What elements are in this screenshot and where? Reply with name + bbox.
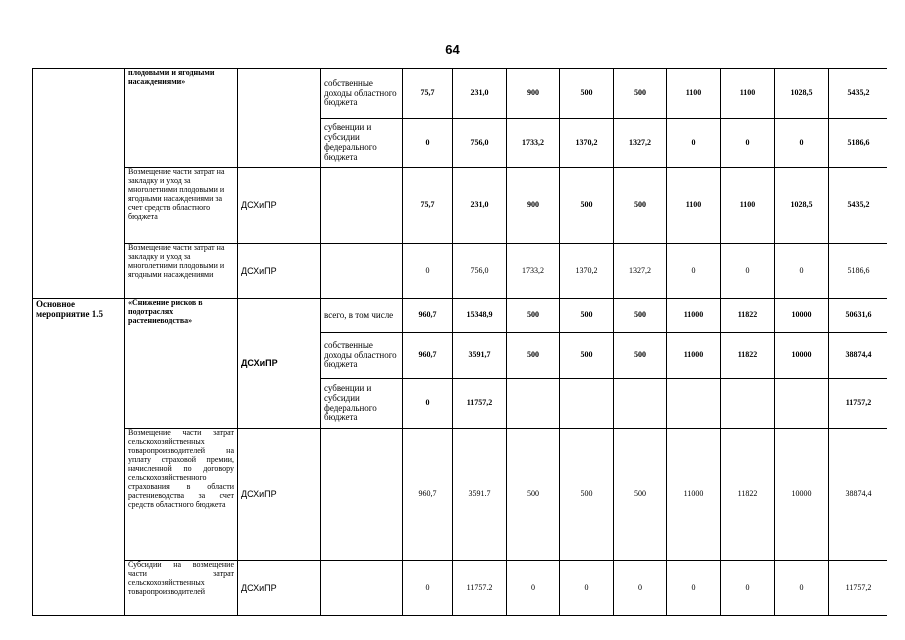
table-row: [33, 561, 888, 616]
value-cell: 231,0: [453, 69, 507, 119]
total-cell: 38874,4: [829, 429, 888, 561]
executor-cell: ДСХиПР: [238, 429, 321, 561]
table-row: [33, 429, 888, 561]
value-cell: 500: [614, 299, 667, 333]
total-cell: 5435,2: [829, 168, 888, 244]
value-cell: 960,7: [403, 429, 453, 561]
page-number: 64: [445, 42, 460, 57]
value-cell: 3591,7: [453, 333, 507, 379]
value-cell: 500: [614, 333, 667, 379]
value-cell: 900: [507, 69, 560, 119]
value-cell: 1327,2: [614, 119, 667, 168]
value-cell: 11000: [667, 299, 721, 333]
value-cell: 10000: [775, 299, 829, 333]
total-cell: 5435,2: [829, 69, 888, 119]
value-cell: 1327,2: [614, 244, 667, 299]
funding-source-cell: собственные доходы областного бюджета: [321, 69, 403, 119]
value-cell: 1733,2: [507, 119, 560, 168]
funding-source-cell: всего, в том числе: [321, 299, 403, 333]
value-cell: 11822: [721, 299, 775, 333]
value-cell: [560, 379, 614, 429]
total-cell: 5186,6: [829, 244, 888, 299]
value-cell: 500: [614, 429, 667, 561]
value-cell: 960,7: [403, 299, 453, 333]
value-cell: 0: [403, 379, 453, 429]
value-cell: 1370,2: [560, 119, 614, 168]
total-cell: 5186,6: [829, 119, 888, 168]
total-cell: 50631,6: [829, 299, 888, 333]
funding-source-cell: [321, 168, 403, 244]
activity-name-cell: Возмещение части затрат на закладку и уход за многолетними плодовыми и ягодными насаждениями за счет средств областного бюджета: [125, 168, 238, 244]
value-cell: 1100: [667, 69, 721, 119]
value-cell: 1370,2: [560, 244, 614, 299]
value-cell: [667, 379, 721, 429]
value-cell: 75,7: [403, 69, 453, 119]
value-cell: 500: [560, 333, 614, 379]
value-cell: 0: [403, 561, 453, 616]
value-cell: 0: [560, 561, 614, 616]
value-cell: 75,7: [403, 168, 453, 244]
value-cell: 0: [775, 561, 829, 616]
value-cell: 900: [507, 168, 560, 244]
value-cell: 756,0: [453, 119, 507, 168]
value-cell: 500: [560, 299, 614, 333]
value-cell: 0: [721, 119, 775, 168]
value-cell: 0: [667, 244, 721, 299]
value-cell: 0: [507, 561, 560, 616]
value-cell: 1028,5: [775, 69, 829, 119]
value-cell: [614, 379, 667, 429]
value-cell: 10000: [775, 429, 829, 561]
value-cell: 1028,5: [775, 168, 829, 244]
status-cell: [33, 69, 125, 299]
value-cell: 500: [507, 299, 560, 333]
value-cell: 1100: [721, 69, 775, 119]
value-cell: 11000: [667, 429, 721, 561]
value-cell: 0: [614, 561, 667, 616]
value-cell: 1100: [667, 168, 721, 244]
value-cell: 0: [721, 244, 775, 299]
value-cell: 11822: [721, 429, 775, 561]
value-cell: 500: [614, 69, 667, 119]
value-cell: 0: [667, 119, 721, 168]
budget-table: [32, 68, 887, 616]
activity-name-cell: Возмещение части затрат сельскохозяйственных товаропроизводителей на уплату страховой премии, начисленной по договору сельскохозяйственного страхования в области растениеводства за счет средств областного бюджета: [125, 429, 238, 561]
value-cell: 960,7: [403, 333, 453, 379]
table-row: [33, 168, 888, 244]
value-cell: 11822: [721, 333, 775, 379]
value-cell: 500: [560, 168, 614, 244]
activity-name-cell: «Снижение рисков в подотраслях растениеводства»: [125, 299, 238, 429]
funding-source-cell: собственные доходы областного бюджета: [321, 333, 403, 379]
value-cell: 1733,2: [507, 244, 560, 299]
value-cell: 11757.2: [453, 561, 507, 616]
funding-source-cell: субвенции и субсидии федерального бюджета: [321, 119, 403, 168]
value-cell: [721, 379, 775, 429]
status-cell: Основное мероприятие 1.5: [33, 299, 125, 616]
value-cell: 0: [721, 561, 775, 616]
value-cell: 11000: [667, 333, 721, 379]
value-cell: 231,0: [453, 168, 507, 244]
total-cell: 11757,2: [829, 561, 888, 616]
value-cell: 3591.7: [453, 429, 507, 561]
value-cell: 0: [775, 119, 829, 168]
table-row: [33, 244, 888, 299]
total-cell: 38874,4: [829, 333, 888, 379]
value-cell: 500: [560, 69, 614, 119]
value-cell: 500: [614, 168, 667, 244]
total-cell: 11757,2: [829, 379, 888, 429]
value-cell: 0: [403, 244, 453, 299]
funding-source-cell: [321, 429, 403, 561]
funding-source-cell: субвенции и субсидии федерального бюджета: [321, 379, 403, 429]
executor-cell: ДСХиПР: [238, 561, 321, 616]
value-cell: 0: [775, 244, 829, 299]
value-cell: 10000: [775, 333, 829, 379]
value-cell: 756,0: [453, 244, 507, 299]
executor-cell: ДСХиПР: [238, 299, 321, 429]
table-row: [33, 69, 888, 119]
value-cell: [775, 379, 829, 429]
executor-cell: [238, 69, 321, 168]
executor-cell: ДСХиПР: [238, 244, 321, 299]
executor-cell: ДСХиПР: [238, 168, 321, 244]
funding-source-cell: [321, 244, 403, 299]
activity-name-cell: плодовыми и ягодными насаждениями»: [125, 69, 238, 168]
value-cell: 1100: [721, 168, 775, 244]
value-cell: 0: [403, 119, 453, 168]
value-cell: 500: [507, 333, 560, 379]
value-cell: 0: [667, 561, 721, 616]
value-cell: 15348,9: [453, 299, 507, 333]
value-cell: 500: [507, 429, 560, 561]
value-cell: [507, 379, 560, 429]
funding-source-cell: [321, 561, 403, 616]
budget-table-container: [32, 68, 887, 620]
activity-name-cell: Возмещение части затрат на закладку и уход за многолетними плодовыми и ягодными насаждениями: [125, 244, 238, 299]
table-row: [33, 299, 888, 333]
value-cell: 11757,2: [453, 379, 507, 429]
value-cell: 500: [560, 429, 614, 561]
activity-name-cell: Субсидии на возмещение части затрат сельскохозяйственных товаропроизводителей: [125, 561, 238, 616]
